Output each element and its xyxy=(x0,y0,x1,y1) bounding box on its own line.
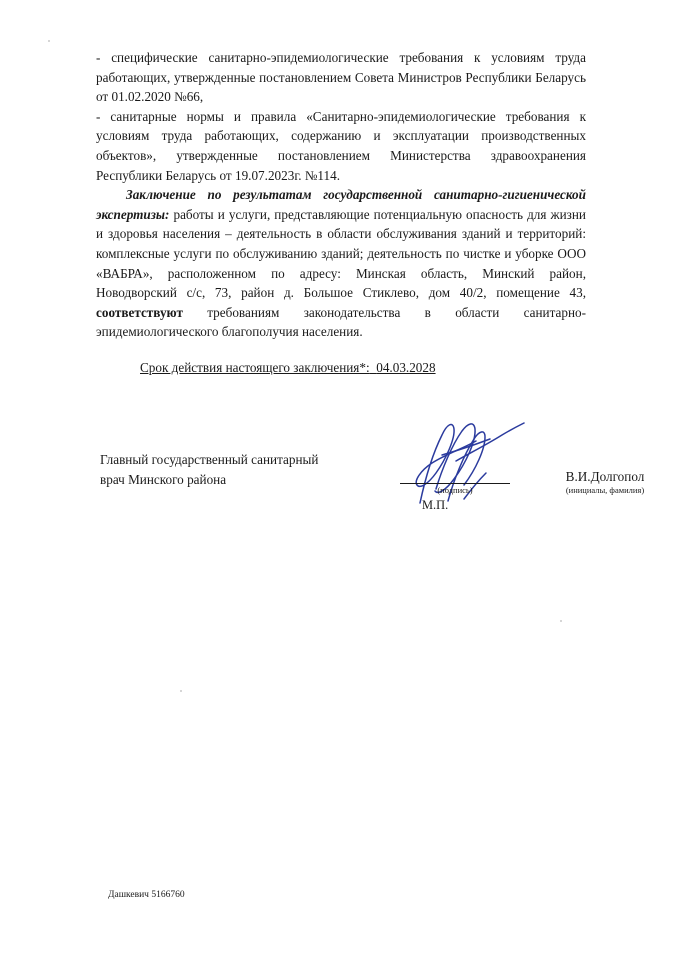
signature-caption: (подпись) xyxy=(437,485,473,495)
signatory-name: В.И.Долгопол xyxy=(565,469,645,484)
footer-note: Дашкевич 5166760 xyxy=(108,890,185,900)
signatory-title-line-1: Главный государственный санитарный xyxy=(100,452,319,467)
conclusion-paragraph xyxy=(96,185,586,342)
requirement-paragraph-1: - специфические санитарно-эпидемиологические требования к условиям труда работающих, утвержденные постановлением Совета Министров Республики Беларусь от 01.02.2020 №66, xyxy=(96,50,586,105)
paper-speck xyxy=(180,690,182,692)
validity-label: Срок действия настоящего заключения*: xyxy=(140,360,370,375)
signatory-name-caption: (инициалы, фамилия) xyxy=(565,485,645,495)
conclusion-body-2: требованиям законодательства в области санитарно-эпидемиологического благополучия населения. xyxy=(96,304,586,340)
signature-block xyxy=(100,450,645,530)
validity-date: 04.03.2028 xyxy=(376,360,436,375)
paper-speck xyxy=(48,40,50,42)
signature-line-group xyxy=(400,482,510,496)
signatory-title-line-2: врач Минского района xyxy=(100,471,227,487)
paper-speck xyxy=(560,620,562,622)
conclusion-emphasis: соответствуют xyxy=(96,304,183,320)
signatory-name-group xyxy=(530,468,678,496)
validity-line xyxy=(140,358,436,378)
signatory-title xyxy=(100,450,390,489)
stamp-label: М.П. xyxy=(422,498,449,512)
document-text-body xyxy=(96,48,586,342)
conclusion-body-1: работы и услуги, представляющие потенциальную опасность для жизни и здоровья населения – деятельность в области обслуживания зданий и территорий: комплексные услуги по обслуживанию зданий; деятельность по чистке и уборке ООО «ВАБРА», расположенном по адресу: Минская область, Минский район, Новодворский с/с, 73, район д. Большое Стиклево, дом 40/2, помещение 43, xyxy=(96,206,586,301)
conclusion-lead: Заключение по результатам государственной санитарно-гигиенической экспертизы: xyxy=(96,187,586,222)
signature-rule xyxy=(400,482,510,484)
requirement-paragraph-2: - санитарные нормы и правила «Санитарно-эпидемиологические требования к условиям труда работающих, содержанию и эксплуатации производственных объектов», утвержденные постановлением Министерства здравоохранения Республики Беларусь от 19.07.2023г. №114. xyxy=(96,108,586,183)
